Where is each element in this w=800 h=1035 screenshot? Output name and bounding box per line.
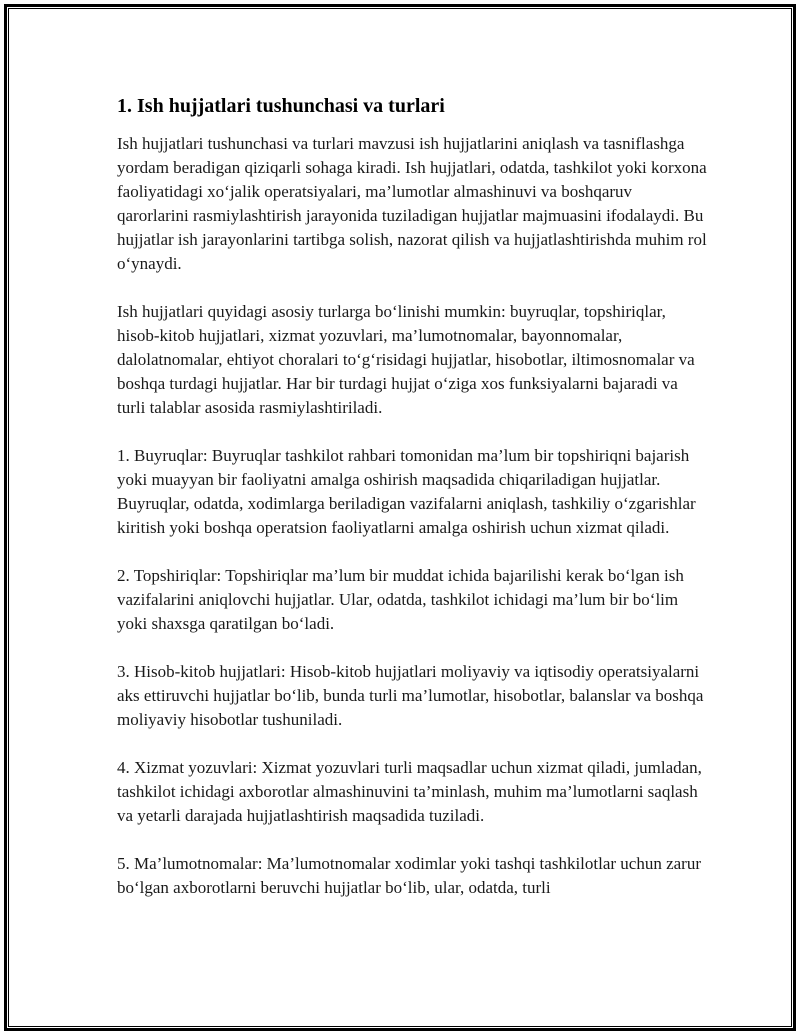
paragraph-intro: Ish hujjatlari tushunchasi va turlari mavzusi ish hujjatlarini aniqlash va tasniflashga yordam beradigan qiziqarli sohaga kiradi. Ish hujjatlari, odatda, tashkilot yoki korxona faoliyatidagi xo‘jalik operatsiyalari, ma’lumotlar almashinuvi va boshqaruv qarorlarini rasmiylashtirish jarayonida tuziladigan hujjatlar majmuasini ifodalaydi. Bu hujjatlar ish jarayonlarini tartibga solish, nazorat qilish va hujjatlashtirishda muhim rol o‘ynaydi. xyxy=(117,134,707,273)
paragraph-xizmat-yozuvlari: 4. Xizmat yozuvlari: Xizmat yozuvlari turli maqsadlar uchun xizmat qiladi, jumladan, tashkilot ichidagi axborotlar almashinuvini ta’minlash, muhim ma’lumotlarni saqlash va yetarli darajada hujjatlashtirish maqsadida tuziladi. xyxy=(117,758,702,825)
paragraph-types: Ish hujjatlari quyidagi asosiy turlarga bo‘linishi mumkin: buyruqlar, topshiriqlar, hisob-kitob hujjatlari, xizmat yozuvlari, ma’lumotnomalar, bayonnomalar, dalolatnomalar, ehtiyot choralari to‘g‘risidagi hujjatlar, hisobotlar, iltimosnomalar va boshqa turdagi hujjatlar. Har bir turdagi hujjat o‘ziga xos funksiyalarni bajaradi va turli talablar asosida rasmiylashtiriladi. xyxy=(117,302,695,417)
paragraph-malumotnomalar: 5. Ma’lumotnomalar: Ma’lumotnomalar xodimlar yoki tashqi tashkilotlar uchun zarur bo‘lgan axborotlarni beruvchi hujjatlar bo‘lib, ular, odatda, turli xyxy=(117,854,702,897)
paragraph-topshiriqlar: 2. Topshiriqlar: Topshiriqlar ma’lum bir muddat ichida bajarilishi kerak bo‘lgan ish vazifalarini aniqlovchi hujjatlar. Ular, odatda, tashkilot ichidagi ma’lum bir bo‘lim yoki shaxsga qaratilgan bo‘ladi. xyxy=(117,566,684,633)
paragraph-hisob-kitob: 3. Hisob-kitob hujjatlari: Hisob-kitob hujjatlari moliyaviy va iqtisodiy operatsiyalarni aks ettiruvchi hujjatlar bo‘lib, bunda turli ma’lumotlar, hisobotlar, balanslar va boshqa moliyaviy hisobotlar tushuniladi. xyxy=(117,662,704,729)
section-title: 1. Ish hujjatlari tushunchasi va turlari xyxy=(117,95,445,117)
document-body xyxy=(117,92,707,924)
paragraph-buyruqlar: 1. Buyruqlar: Buyruqlar tashkilot rahbari tomonidan ma’lum bir topshiriqni bajarish yoki muayyan bir faoliyatni amalga oshirish maqsadida chiqariladigan hujjatlar. Buyruqlar, odatda, xodimlarga beriladigan vazifalarni aniqlash, tashkiliy o‘zgarishlar kiritish yoki boshqa operatsion faoliyatlarni amalga oshirish uchun xizmat qiladi. xyxy=(117,446,696,537)
